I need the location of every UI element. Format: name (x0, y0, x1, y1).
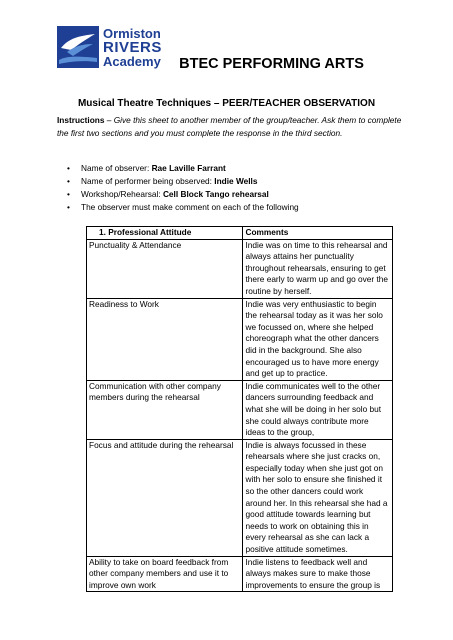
instructions-text: – Give this sheet to another member of the group/teacher. Ask them to complete the first two sections and you must complete the response in the third section. (57, 115, 402, 138)
criterion-cell: Ability to take on board feedback from other company members and use it to improve own work (87, 556, 243, 592)
table-header-attitude: 1. Professional Attitude (87, 227, 243, 240)
observer-label: Name of observer: (81, 163, 152, 173)
instruction-note: The observer must make comment on each of the following (81, 202, 299, 212)
criterion-cell: Readiness to Work (87, 298, 243, 380)
table-header-row (87, 227, 393, 240)
table-row (87, 439, 393, 556)
criterion-cell: Communication with other company members during the rehearsal (87, 380, 243, 439)
comment-cell: Indie was very enthusiastic to begin the rehearsal today as it was her solo we focussed on, where she helped choreograph what the other dancers did in the background. She also encouraged us to have more energy and get up to practice. (243, 298, 393, 380)
logo-line-1: Ormiston (103, 26, 161, 41)
observation-table (86, 226, 393, 592)
instructions-paragraph (57, 114, 402, 140)
logo-line-3: Academy (103, 54, 161, 69)
table-row (87, 556, 393, 592)
list-item (81, 188, 299, 201)
table-row (87, 298, 393, 380)
criterion-cell: Focus and attitude during the rehearsal (87, 439, 243, 556)
workshop-label: Workshop/Rehearsal: (81, 189, 163, 199)
observation-details-list (57, 162, 299, 214)
page-title: BTEC PERFORMING ARTS (179, 56, 364, 72)
workshop-value: Cell Block Tango rehearsal (162, 189, 269, 199)
list-item (81, 162, 299, 175)
comment-cell: Indie is always focussed in these rehearsals where she just cracks on, especially today when she just got on with her solo to ensure she finished it so the other dancers could work around her. In this rehearsal she had a good attitude towards learning but needs to work on obtaining this in every rehearsal as she can lack a positive attitude sometimes. (243, 439, 393, 556)
comment-cell: Indie listens to feedback well and always makes sure to make those improvements to ensure the group is (243, 556, 393, 592)
comment-cell: Indie was on time to this rehearsal and always attains her punctuality throughout rehearsals, ensuring to get there early to warm up and go over the routine by herself. (243, 239, 393, 298)
table-row (87, 380, 393, 439)
observer-value: Rae Laville Farrant (151, 163, 226, 173)
performer-value: Indie Wells (214, 176, 258, 186)
list-item (81, 175, 299, 188)
list-item (81, 201, 299, 214)
performer-label: Name of performer being observed: (81, 176, 215, 186)
table-header-comments: Comments (243, 227, 393, 240)
criterion-cell: Punctuality & Attendance (87, 239, 243, 298)
document-subtitle: Musical Theatre Techniques – PEER/TEACHER OBSERVATION (77, 98, 376, 109)
instructions-label: Instructions (57, 115, 105, 125)
table-row (87, 239, 393, 298)
comment-cell: Indie communicates well to the other dancers surrounding feedback and what she will be doing in her solo but she could always contribute more ideas to the group, (243, 380, 393, 439)
logo-line-2: RIVERS (103, 39, 162, 56)
